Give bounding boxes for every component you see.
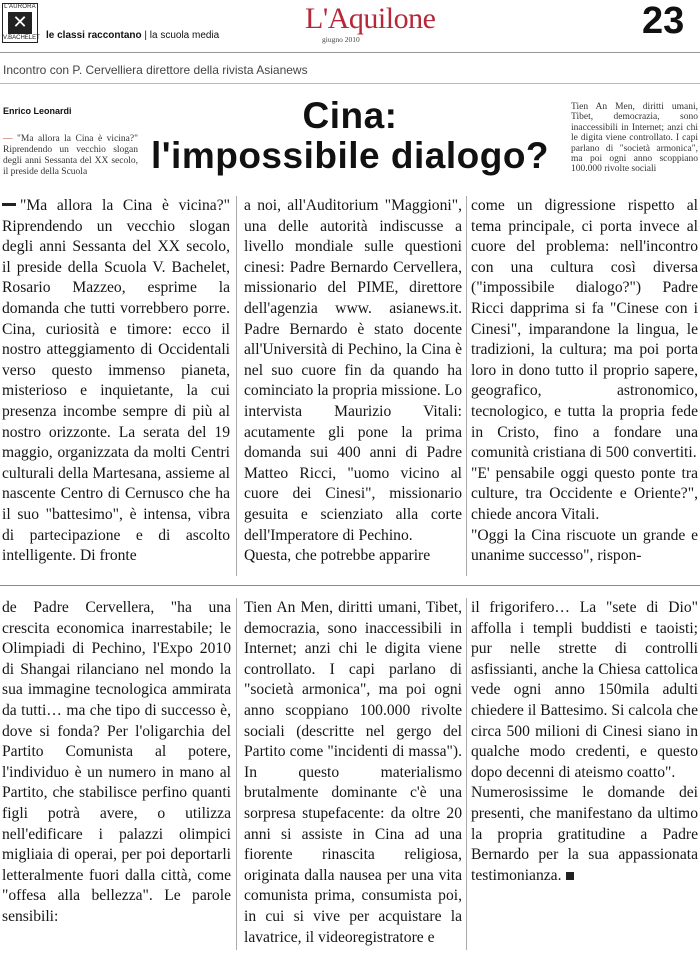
column-4-text: de Padre Cervellera, "ha una crescita economica inarrestabile; le Olimpiadi di Pechino, l'Expo 2010 di Shangai rilanciano nel mondo la sua immagine tecnologica ammirata da tutti… ma che tipo di successo è, dove si fonda? Per l'oligarchia del Partito Comunista al potere, l'individuo è un numero in mano al Partito, che stabilisce perfino quanti figli potrà avere, o utilizza nell'edificare i palazzi olimpici migliaia di operai, per poi deportarli letteralmente fuori dalla città, come "offesa alla bellezza". Le parole sensibili: — [2, 599, 231, 925]
pull-quote: Tien An Men, diritti umani, Tibet, democrazia, sono inaccessibili in Internet; anzi chi le digita viene controllato. I capi parlano di "società armonica", ma poi ogni anno scoppiano 100.000 rivolte sociali — [571, 102, 698, 175]
column-rule — [236, 598, 237, 950]
end-square-icon — [566, 872, 574, 880]
teaser — [3, 134, 138, 177]
column-rule — [466, 598, 467, 950]
headline-line-2: l'impossibile dialogo? — [150, 135, 550, 176]
section-label-bold: le classi raccontano — [46, 30, 142, 41]
masthead-title: L'Aquilone — [305, 2, 436, 35]
headline — [140, 96, 560, 176]
byline: Enrico Leonardi — [3, 106, 72, 116]
cross-icon: ✕ — [8, 12, 32, 34]
masthead-date: giugno 2010 — [322, 35, 360, 44]
body-column-2 — [244, 196, 462, 580]
header-divider — [0, 52, 700, 53]
section-label — [46, 30, 219, 41]
column-1-text: "Ma allora la Cina è vicina?" Riprendendo un vecchio slogan degli anni Sessanta del XX secolo, il preside della Scuola V. Bachelet, Rosario Mazzeo, esprime la domanda che tutti vorrebbero porre. Cina, curiosità e timore: ecco il nostro atteggiamento di Occidentali verso questo immenso pianeta, misterioso e inquietante, la cui presenza incombe sempre di più al nostro orizzonte. La serata del 19 maggio, organizzata da molti Centri culturali della Martesana, assieme al nascente Centro di Cernusco che ha il suo "battesimo", è intensa, vibra di partecipazione e di ascolto intelligente. Di fronte — [2, 197, 230, 565]
headline-line-1: Cina: — [302, 95, 398, 136]
column-2-text: a noi, all'Auditorium "Maggioni", una delle autorità indiscusse a livello mondiale sulle questioni cinesi: Padre Bernardo Cervellera, missionario del PIME, direttore dell'agenzia www. asianews.it. Padre Bernardo è stato docente all'Università di Pechino, la Cina è nel suo cuore fin da quando ha cominciato la propria missione. Lo intervista Maurizio Vitali: acutamente gli pone la prima domanda sui 400 anni di Padre Matteo Ricci, "uomo vicino al cuore dei Cinesi", missionario gesuita e scienziato alla corte dell'Imperatore di Pechino. Questa, che potrebbe apparire — [244, 197, 462, 565]
page-number: 23 — [642, 0, 685, 42]
body-column-1 — [2, 196, 230, 580]
column-6-text: il frigorifero… La "sete di Dio" affolla i templi buddisti e taoisti; pur nelle strette di controlli asfissianti, anche la Chiesa cattolica vede ogni anno 150mila adulti chiedere il Battesimo. Si calcola che circa 500 milioni di Cinesi siano in qualche modo credenti, e questo dopo decenni di ateismo coatto". Numerosissime le domande dei presenti, che manifestano da ultimo la propria gratitudine a Padre Bernardo per la sua appassionata testimonianza. — [471, 599, 698, 884]
column-3-text: come un digressione rispetto al tema principale, ci porta invece al cuore del problema: nell'incontro con una cultura così diversa ("impossibile dialogo?") Padre Ricci dapprima si fa "Cinese con i Cinesi", imparandone la lingua, le tradizioni, la cultura; ma poi porta loro in dono tutto il proprio sapere, geografico, astronomico, tecnologico, e tutta la propria fede in Cristo, fino a fondare una comunità cristiana di 500 convertiti. "E' pensabile oggi questo ponte tra culture, tra Occidente e Oriente?", chiede ancora Vitali. "Oggi la Cina riscuote un grande e unanime successo", rispon- — [471, 197, 698, 565]
body-column-5 — [244, 598, 462, 953]
column-rule — [236, 196, 237, 576]
body-column-6 — [471, 598, 698, 953]
school-logo — [2, 3, 38, 43]
logo-top-text: L'AURORA — [4, 4, 36, 10]
section-divider — [0, 585, 700, 586]
subject-divider — [0, 83, 700, 84]
column-5-text: Tien An Men, diritti umani, Tibet, democrazia, sono inaccessibili in Internet; anzi chi le digita viene controllato. I capi parlano di "società armonica", ma poi ogni anno scoppiano 100.000 rivolte sociali (descritte nel gergo del Partito come "incidenti di massa"). In questo materialismo brutalmente dominante c'è una sorpresa stupefacente: da oltre 20 anni si assiste in Cina ad una fiorente rinascita religiosa, originata dalla nausea per una vita comunista prima, consumista poi, in cui si vive per acquistare la lavatrice, il videoregistratore e — [244, 599, 462, 946]
body-column-3 — [471, 196, 698, 580]
article-subject: Incontro con P. Cervelliera direttore della rivista Asianews — [3, 63, 308, 77]
logo-bottom-text: V.BACHELET — [3, 35, 40, 41]
lead-dash-icon — [2, 203, 16, 206]
column-rule — [466, 196, 467, 576]
dash-icon: — — [3, 134, 13, 144]
body-column-4 — [2, 598, 231, 953]
teaser-text: "Ma allora la Cina è vicina?" Riprendendo un vecchio slogan degli anni Sessanta del XX secolo, il preside della Scuola — [3, 134, 138, 177]
section-label-rest: | la scuola media — [141, 30, 220, 41]
